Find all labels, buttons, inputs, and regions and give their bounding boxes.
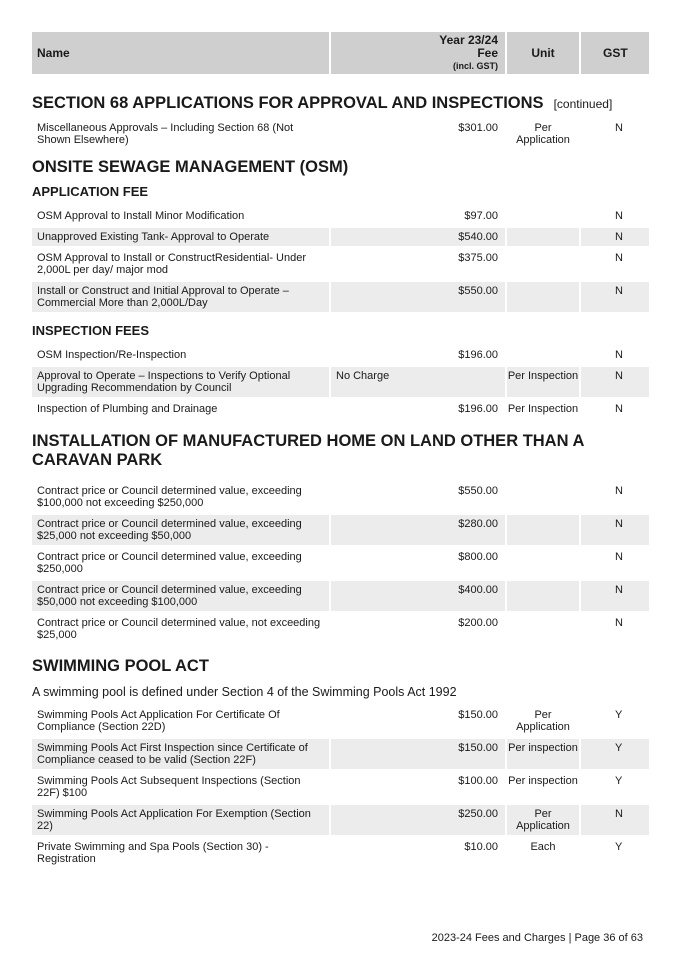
table-row bbox=[32, 228, 643, 246]
section-osm-title: ONSITE SEWAGE MANAGEMENT (OSM) bbox=[32, 158, 349, 176]
table-row bbox=[32, 772, 643, 802]
row-gst: N bbox=[615, 252, 623, 264]
row-unit bbox=[507, 346, 579, 364]
application-fee-title: APPLICATION FEE bbox=[32, 184, 149, 199]
table-row bbox=[32, 515, 643, 545]
table-row bbox=[32, 400, 643, 418]
pool-definition-note: A swimming pool is defined under Section 4 of the Swimming Pools Act 1992 bbox=[32, 685, 457, 699]
row-gst: N bbox=[581, 282, 649, 312]
row-unit: Per inspection bbox=[508, 775, 578, 787]
table-row bbox=[32, 119, 643, 149]
row-fee-value: $375.00 bbox=[458, 252, 498, 264]
row-fee-value: $280.00 bbox=[458, 518, 498, 530]
row-unit: Per Inspection bbox=[507, 367, 579, 397]
row-fee-value: $200.00 bbox=[458, 617, 498, 629]
row-name: Swimming Pools Act Application For Certificate Of Compliance (Section 22D) bbox=[37, 709, 280, 733]
fee-document bbox=[32, 32, 643, 871]
row-gst: Y bbox=[615, 841, 623, 853]
row-unit bbox=[507, 515, 579, 545]
row-fee bbox=[331, 739, 505, 769]
row-unit bbox=[507, 282, 579, 312]
row-fee-value: $301.00 bbox=[458, 122, 498, 134]
row-name: Contract price or Council determined value, exceeding $25,000 not exceeding $50,000 bbox=[32, 515, 329, 545]
row-name: Inspection of Plumbing and Drainage bbox=[37, 403, 218, 415]
header-unit: Unit bbox=[507, 32, 579, 74]
row-gst: N bbox=[581, 515, 649, 545]
row-name: Swimming Pools Act Application For Exemption (Section 22) bbox=[32, 805, 329, 835]
row-unit bbox=[507, 548, 579, 578]
row-fee bbox=[331, 805, 505, 835]
table-header bbox=[32, 32, 643, 74]
row-fee bbox=[331, 706, 505, 736]
row-name: Miscellaneous Approvals – Including Section 68 (Not Shown Elsewhere) bbox=[37, 122, 294, 146]
row-name: Private Swimming and Spa Pools (Section 30) - Registration bbox=[37, 841, 269, 865]
row-fee-value: $97.00 bbox=[464, 210, 498, 222]
section-osm bbox=[32, 158, 643, 418]
row-fee-value: $540.00 bbox=[458, 231, 498, 243]
section-manufactured-title: INSTALLATION OF MANUFACTURED HOME ON LAND OTHER THAN A CARAVAN PARK bbox=[32, 432, 584, 469]
row-gst: N bbox=[615, 617, 623, 629]
row-name: OSM Approval to Install Minor Modification bbox=[37, 210, 245, 222]
row-fee-value: $150.00 bbox=[458, 742, 498, 754]
row-fee-value: $196.00 bbox=[458, 349, 498, 361]
row-unit bbox=[507, 482, 579, 512]
row-fee bbox=[331, 482, 505, 512]
row-fee bbox=[331, 772, 505, 802]
row-unit: Per Inspection bbox=[507, 403, 579, 415]
row-gst: N bbox=[615, 485, 623, 497]
continued-label: [continued] bbox=[553, 97, 613, 111]
row-fee bbox=[331, 346, 505, 364]
section-manufactured-home bbox=[32, 432, 643, 644]
section-swimming-pool bbox=[32, 657, 643, 868]
row-fee bbox=[331, 548, 505, 578]
section-pool-title: SWIMMING POOL ACT bbox=[32, 657, 209, 675]
row-fee-value: $800.00 bbox=[458, 551, 498, 563]
header-fee-gst-note: (incl. GST) bbox=[453, 60, 498, 71]
row-fee bbox=[331, 367, 505, 397]
section-68 bbox=[32, 94, 643, 149]
table-row bbox=[32, 614, 643, 644]
row-gst: N bbox=[615, 403, 623, 415]
row-fee bbox=[331, 207, 505, 225]
row-unit: Per Application bbox=[507, 805, 579, 835]
row-unit bbox=[507, 207, 579, 225]
row-name: Contract price or Council determined value, exceeding $50,000 not exceeding $100,000 bbox=[32, 581, 329, 611]
row-fee bbox=[331, 400, 505, 418]
table-row bbox=[32, 249, 643, 279]
row-fee-value: $150.00 bbox=[458, 709, 498, 721]
row-gst: N bbox=[581, 581, 649, 611]
row-name: Unapproved Existing Tank- Approval to Operate bbox=[32, 228, 329, 246]
row-name: Swimming Pools Act First Inspection since Certificate of Compliance ceased to be valid (Section 22F) bbox=[32, 739, 329, 769]
row-gst: N bbox=[615, 349, 623, 361]
table-row bbox=[32, 367, 643, 397]
row-fee bbox=[331, 838, 505, 868]
row-name: Contract price or Council determined value, not exceeding $25,000 bbox=[37, 617, 321, 641]
header-fee-year: Year 23/24 bbox=[439, 32, 498, 47]
row-fee bbox=[331, 249, 505, 279]
row-fee-value: $400.00 bbox=[458, 584, 498, 596]
row-gst: N bbox=[581, 228, 649, 246]
table-row bbox=[32, 482, 643, 512]
table-row bbox=[32, 581, 643, 611]
row-unit: Per Application bbox=[516, 709, 570, 733]
row-fee-value: $10.00 bbox=[464, 841, 498, 853]
table-row bbox=[32, 548, 643, 578]
row-name: Contract price or Council determined value, exceeding $250,000 bbox=[37, 551, 302, 575]
table-row bbox=[32, 706, 643, 736]
row-gst: N bbox=[615, 551, 623, 563]
row-fee-value: $250.00 bbox=[458, 808, 498, 820]
row-unit: Per Application bbox=[516, 122, 570, 146]
page-footer: 2023-24 Fees and Charges | Page 36 of 63 bbox=[431, 932, 643, 944]
table-row bbox=[32, 207, 643, 225]
row-gst: N bbox=[581, 367, 649, 397]
row-fee bbox=[331, 119, 505, 149]
table-row bbox=[32, 805, 643, 835]
row-gst: Y bbox=[615, 709, 623, 721]
header-name: Name bbox=[32, 32, 329, 74]
table-row bbox=[32, 282, 643, 312]
row-fee bbox=[331, 228, 505, 246]
row-unit bbox=[507, 581, 579, 611]
row-name: Approval to Operate – Inspections to Verify Optional Upgrading Recommendation by Council bbox=[32, 367, 329, 397]
row-unit: Each bbox=[530, 841, 556, 853]
row-gst: Y bbox=[581, 739, 649, 769]
row-gst: Y bbox=[615, 775, 623, 787]
section-68-title-text: SECTION 68 APPLICATIONS FOR APPROVAL AND INSPECTIONS bbox=[32, 94, 544, 112]
header-fee-label: Fee bbox=[477, 45, 498, 60]
row-unit bbox=[507, 228, 579, 246]
row-gst: N bbox=[615, 210, 623, 222]
row-fee bbox=[331, 282, 505, 312]
row-fee-value: $100.00 bbox=[458, 775, 498, 787]
row-fee bbox=[331, 515, 505, 545]
row-name: OSM Approval to Install or ConstructResidential- Under 2,000L per day/ major mod bbox=[37, 252, 307, 276]
header-gst: GST bbox=[581, 32, 649, 74]
table-row bbox=[32, 838, 643, 868]
row-fee-value: $550.00 bbox=[458, 285, 498, 297]
row-unit bbox=[507, 614, 579, 644]
row-gst: N bbox=[581, 805, 649, 835]
inspection-fees-title: INSPECTION FEES bbox=[32, 323, 150, 338]
section-68-title bbox=[32, 94, 643, 114]
row-name: OSM Inspection/Re-Inspection bbox=[37, 349, 187, 361]
row-fee-value: $550.00 bbox=[458, 485, 498, 497]
table-row bbox=[32, 739, 643, 769]
row-unit: Per inspection bbox=[507, 739, 579, 769]
table-row bbox=[32, 346, 643, 364]
row-name: Swimming Pools Act Subsequent Inspections (Section 22F) $100 bbox=[37, 775, 301, 799]
row-name: Contract price or Council determined value, exceeding $100,000 not exceeding $250,000 bbox=[37, 485, 302, 509]
row-unit bbox=[507, 249, 579, 279]
row-gst: N bbox=[615, 122, 623, 134]
row-fee bbox=[331, 614, 505, 644]
header-fee bbox=[331, 32, 505, 74]
row-name: Install or Construct and Initial Approval to Operate – Commercial More than 2,000L/Day bbox=[32, 282, 329, 312]
row-fee-value: $196.00 bbox=[458, 403, 498, 415]
row-fee bbox=[331, 581, 505, 611]
row-fee-text: No Charge bbox=[336, 370, 390, 382]
